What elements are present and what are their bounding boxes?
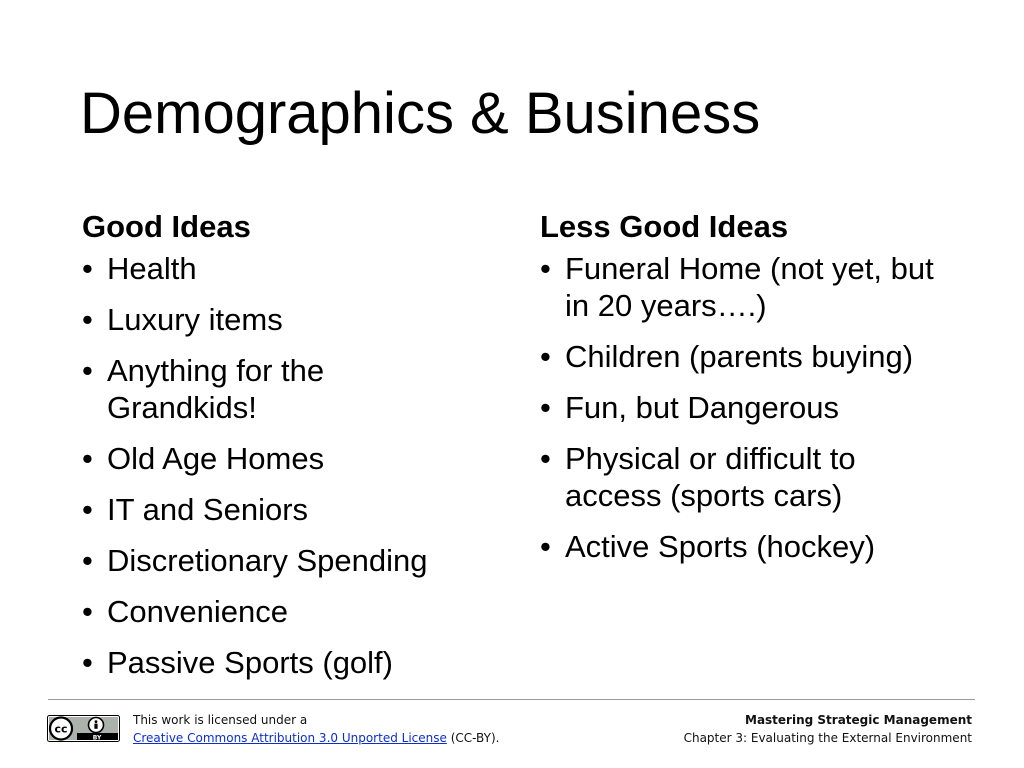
list-item [82, 352, 407, 426]
license-notice [133, 711, 499, 747]
list-item [540, 528, 980, 565]
bullet-icon: • [82, 353, 93, 388]
bullet-text: Children (parents buying) [565, 339, 914, 374]
list-item [540, 389, 980, 426]
bullet-icon: • [540, 441, 551, 476]
bullet-text: IT and Seniors [107, 492, 309, 527]
bullet-icon: • [82, 441, 93, 476]
bullet-icon: • [82, 543, 93, 578]
by-label: BY [92, 734, 102, 742]
bullet-text: Active Sports (hockey) [565, 529, 876, 564]
list-item [82, 491, 522, 528]
bullet-icon: • [82, 302, 93, 337]
list-item [82, 542, 522, 579]
list-item [540, 250, 935, 324]
bullet-icon: • [82, 594, 93, 629]
bullet-text: Health [107, 251, 197, 286]
bullet-text: Physical or difficult to access (sports cars) [565, 441, 856, 513]
list-item [82, 250, 522, 287]
less-good-ideas-list [540, 250, 980, 565]
less-good-ideas-heading: Less Good Ideas [540, 209, 789, 244]
list-item [82, 440, 522, 477]
list-item [82, 593, 522, 630]
good-ideas-column [82, 207, 522, 695]
license-link[interactable]: Creative Commons Attribution 3.0 Unported License [133, 731, 447, 745]
footer-divider [48, 699, 975, 700]
chapter-title: Chapter 3: Evaluating the External Environment [683, 731, 972, 745]
bullet-icon: • [540, 339, 551, 374]
good-ideas-heading: Good Ideas [82, 209, 251, 244]
bullet-icon: • [82, 492, 93, 527]
list-item [540, 338, 980, 375]
bullet-icon: • [540, 251, 551, 286]
cc-by-license-icon [47, 715, 120, 742]
bullet-text: Discretionary Spending [107, 543, 428, 578]
list-item [82, 301, 522, 338]
bullet-text: Anything for the Grandkids! [107, 353, 325, 425]
list-item [540, 440, 925, 514]
bullet-text: Funeral Home (not yet, but in 20 years….) [565, 251, 934, 323]
bullet-icon: • [82, 645, 93, 680]
book-info [684, 711, 972, 747]
cc-label: cc [54, 722, 68, 736]
bullet-text: Convenience [107, 594, 288, 629]
bullet-icon: • [82, 251, 93, 286]
bullet-text: Fun, but Dangerous [565, 390, 840, 425]
license-line [133, 729, 499, 747]
book-title: Mastering Strategic Management [745, 713, 972, 727]
bullet-text: Old Age Homes [107, 441, 325, 476]
license-suffix: (CC-BY). [446, 731, 500, 745]
bullet-text: Luxury items [107, 302, 283, 337]
bullet-text: Passive Sports (golf) [107, 645, 393, 680]
slide-title: Demographics & Business [80, 81, 761, 146]
list-item [82, 644, 522, 681]
less-good-ideas-column [540, 207, 980, 579]
bullet-icon: • [540, 529, 551, 564]
good-ideas-list [82, 250, 522, 681]
bullet-icon: • [540, 390, 551, 425]
license-prefix: This work is licensed under a [133, 713, 308, 727]
